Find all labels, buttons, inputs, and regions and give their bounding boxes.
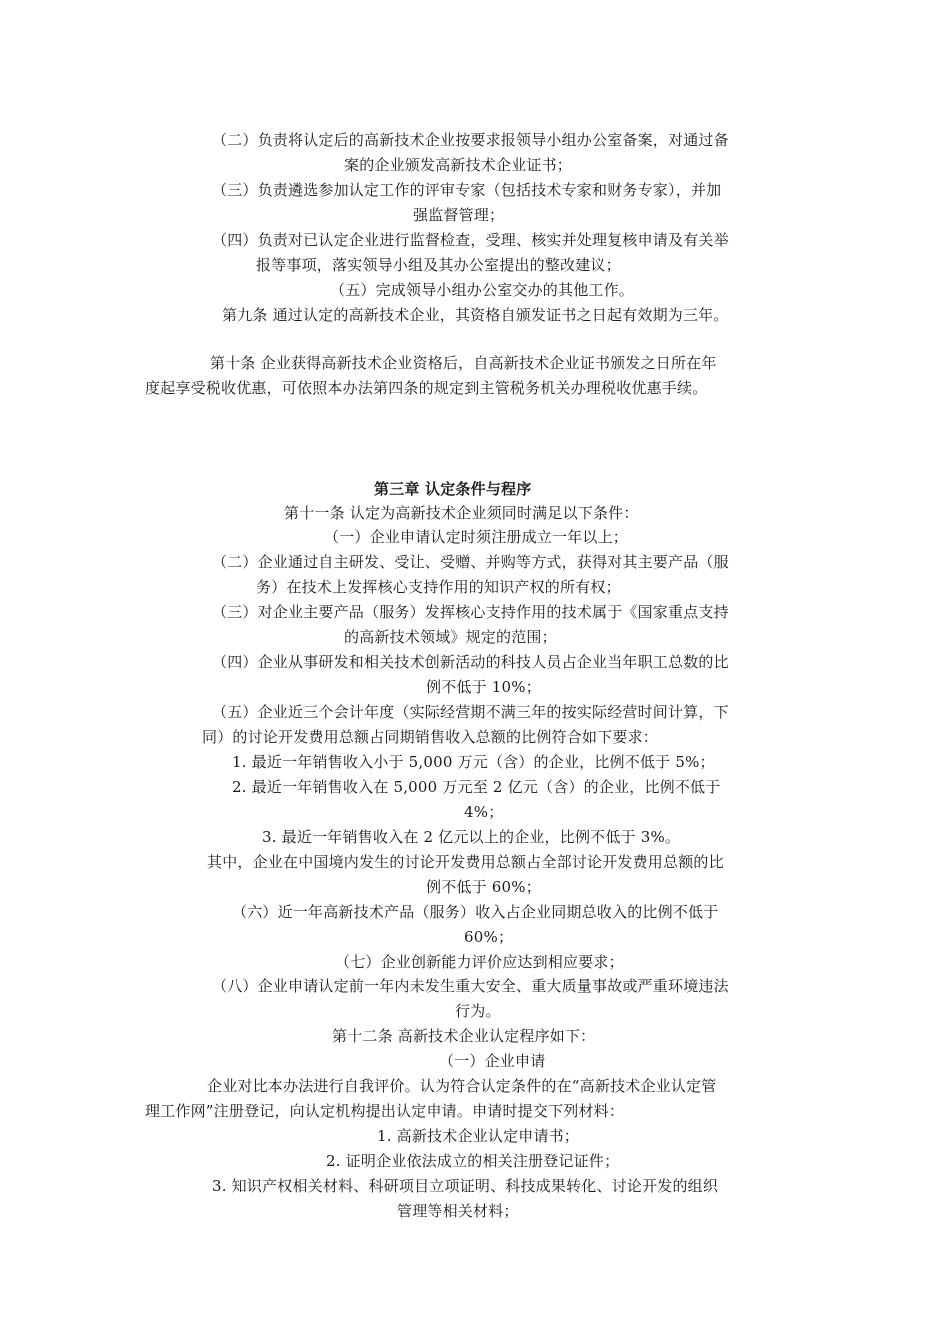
chapter-title: 第三章 认定条件与程序 <box>374 480 532 498</box>
text-line: 例不低于 10%； <box>426 678 541 696</box>
text-line: 第十二条 高新技术企业认定程序如下： <box>332 1027 596 1045</box>
text-line: 强监督管理； <box>413 206 505 224</box>
text-line: 的高新技术领域》规定的范围； <box>344 628 557 646</box>
text-line: （三）负责遴选参加认定工作的评审专家（包括技术专家和财务专家），并加 <box>212 181 722 199</box>
text-line: （五）企业近三个会计年度（实际经营期不满三年的按实际经营时间计算，下 <box>212 703 729 721</box>
text-line: （八）企业申请认定前一年内未发生重大安全、重大质量事故或严重环境违法 <box>212 977 729 995</box>
text-line: 企业对比本办法进行自我评价。认为符合认定条件的在“高新技术企业认定管 <box>207 1077 717 1095</box>
text-line: 第十条 企业获得高新技术企业资格后，自高新技术企业证书颁发之日所在年 <box>210 354 717 372</box>
text-line: 其中，企业在中国境内发生的讨论开发费用总额占全部讨论开发费用总额的比 <box>207 853 724 871</box>
text-line: 理工作网”注册登记，向认定机构提出认定申请。申请时提交下列材料： <box>145 1102 625 1120</box>
text-line: 第九条 通过认定的高新技术企业，其资格自颁发证书之日起有效期为三年。 <box>222 306 729 324</box>
text-line: 3. 知识产权相关材料、科研项目立项证明、科技成果转化、讨论开发的组织 <box>212 1177 719 1195</box>
text-line: 1. 高新技术企业认定申请书； <box>377 1127 580 1145</box>
text-line: （七）企业创新能力评价应达到相应要求； <box>335 953 624 971</box>
text-line: 同）的讨论开发费用总额占同期销售收入总额的比例符合如下要求： <box>202 728 659 746</box>
text-line: （二）企业通过自主研发、受让、受赠、并购等方式，获得对其主要产品（服 <box>212 553 729 571</box>
text-line: 案的企业颁发高新技术企业证书； <box>344 156 573 174</box>
text-line: 度起享受税收优惠，可依照本办法第四条的规定到主管税务机关办理税收优惠手续。 <box>145 379 708 397</box>
text-line: （一）企业申请 <box>439 1052 546 1070</box>
text-line: （二）负责将认定后的高新技术企业按要求报领导小组办公室备案，对通过备 <box>212 131 729 149</box>
text-line: 第十一条 认定为高新技术企业须同时满足以下条件： <box>284 504 639 522</box>
text-line: （三）对企业主要产品（服务）发挥核心支持作用的技术属于《国家重点支持 <box>212 603 729 621</box>
text-line: 3. 最近一年销售收入在 2 亿元以上的企业，比例不低于 3%。 <box>262 828 681 846</box>
text-line: （一）企业申请认定时须注册成立一年以上； <box>324 528 629 546</box>
text-line: 4%； <box>464 803 504 821</box>
text-line: （四）负责对已认定企业进行监督检查，受理、核实并处理复核申请及有关举 <box>212 231 729 249</box>
text-line: 管理等相关材料； <box>397 1202 519 1220</box>
text-line: 2. 证明企业依法成立的相关注册登记证件； <box>326 1152 620 1170</box>
text-line: 务）在技术上发挥核心支持作用的知识产权的所有权； <box>256 578 621 596</box>
text-line: 报等事项，落实领导小组及其办公室提出的整改建议； <box>256 256 621 274</box>
text-line: 2. 最近一年销售收入在 5,000 万元至 2 亿元（含）的企业，比例不低于 <box>232 778 721 796</box>
text-line: 60%； <box>464 928 514 946</box>
text-line: （四）企业从事研发和相关技术创新活动的科技人员占企业当年职工总数的比 <box>212 653 729 671</box>
text-line: 例不低于 60%； <box>426 878 541 896</box>
text-line: 1. 最近一年销售收入小于 5,000 万元（含）的企业，比例不低于 5%； <box>232 753 715 771</box>
text-line: （五）完成领导小组办公室交办的其他工作。 <box>330 281 635 299</box>
text-line: 行为。 <box>455 1002 501 1020</box>
text-line: （六）近一年高新技术产品（服务）收入占企业同期总收入的比例不低于 <box>232 903 719 921</box>
